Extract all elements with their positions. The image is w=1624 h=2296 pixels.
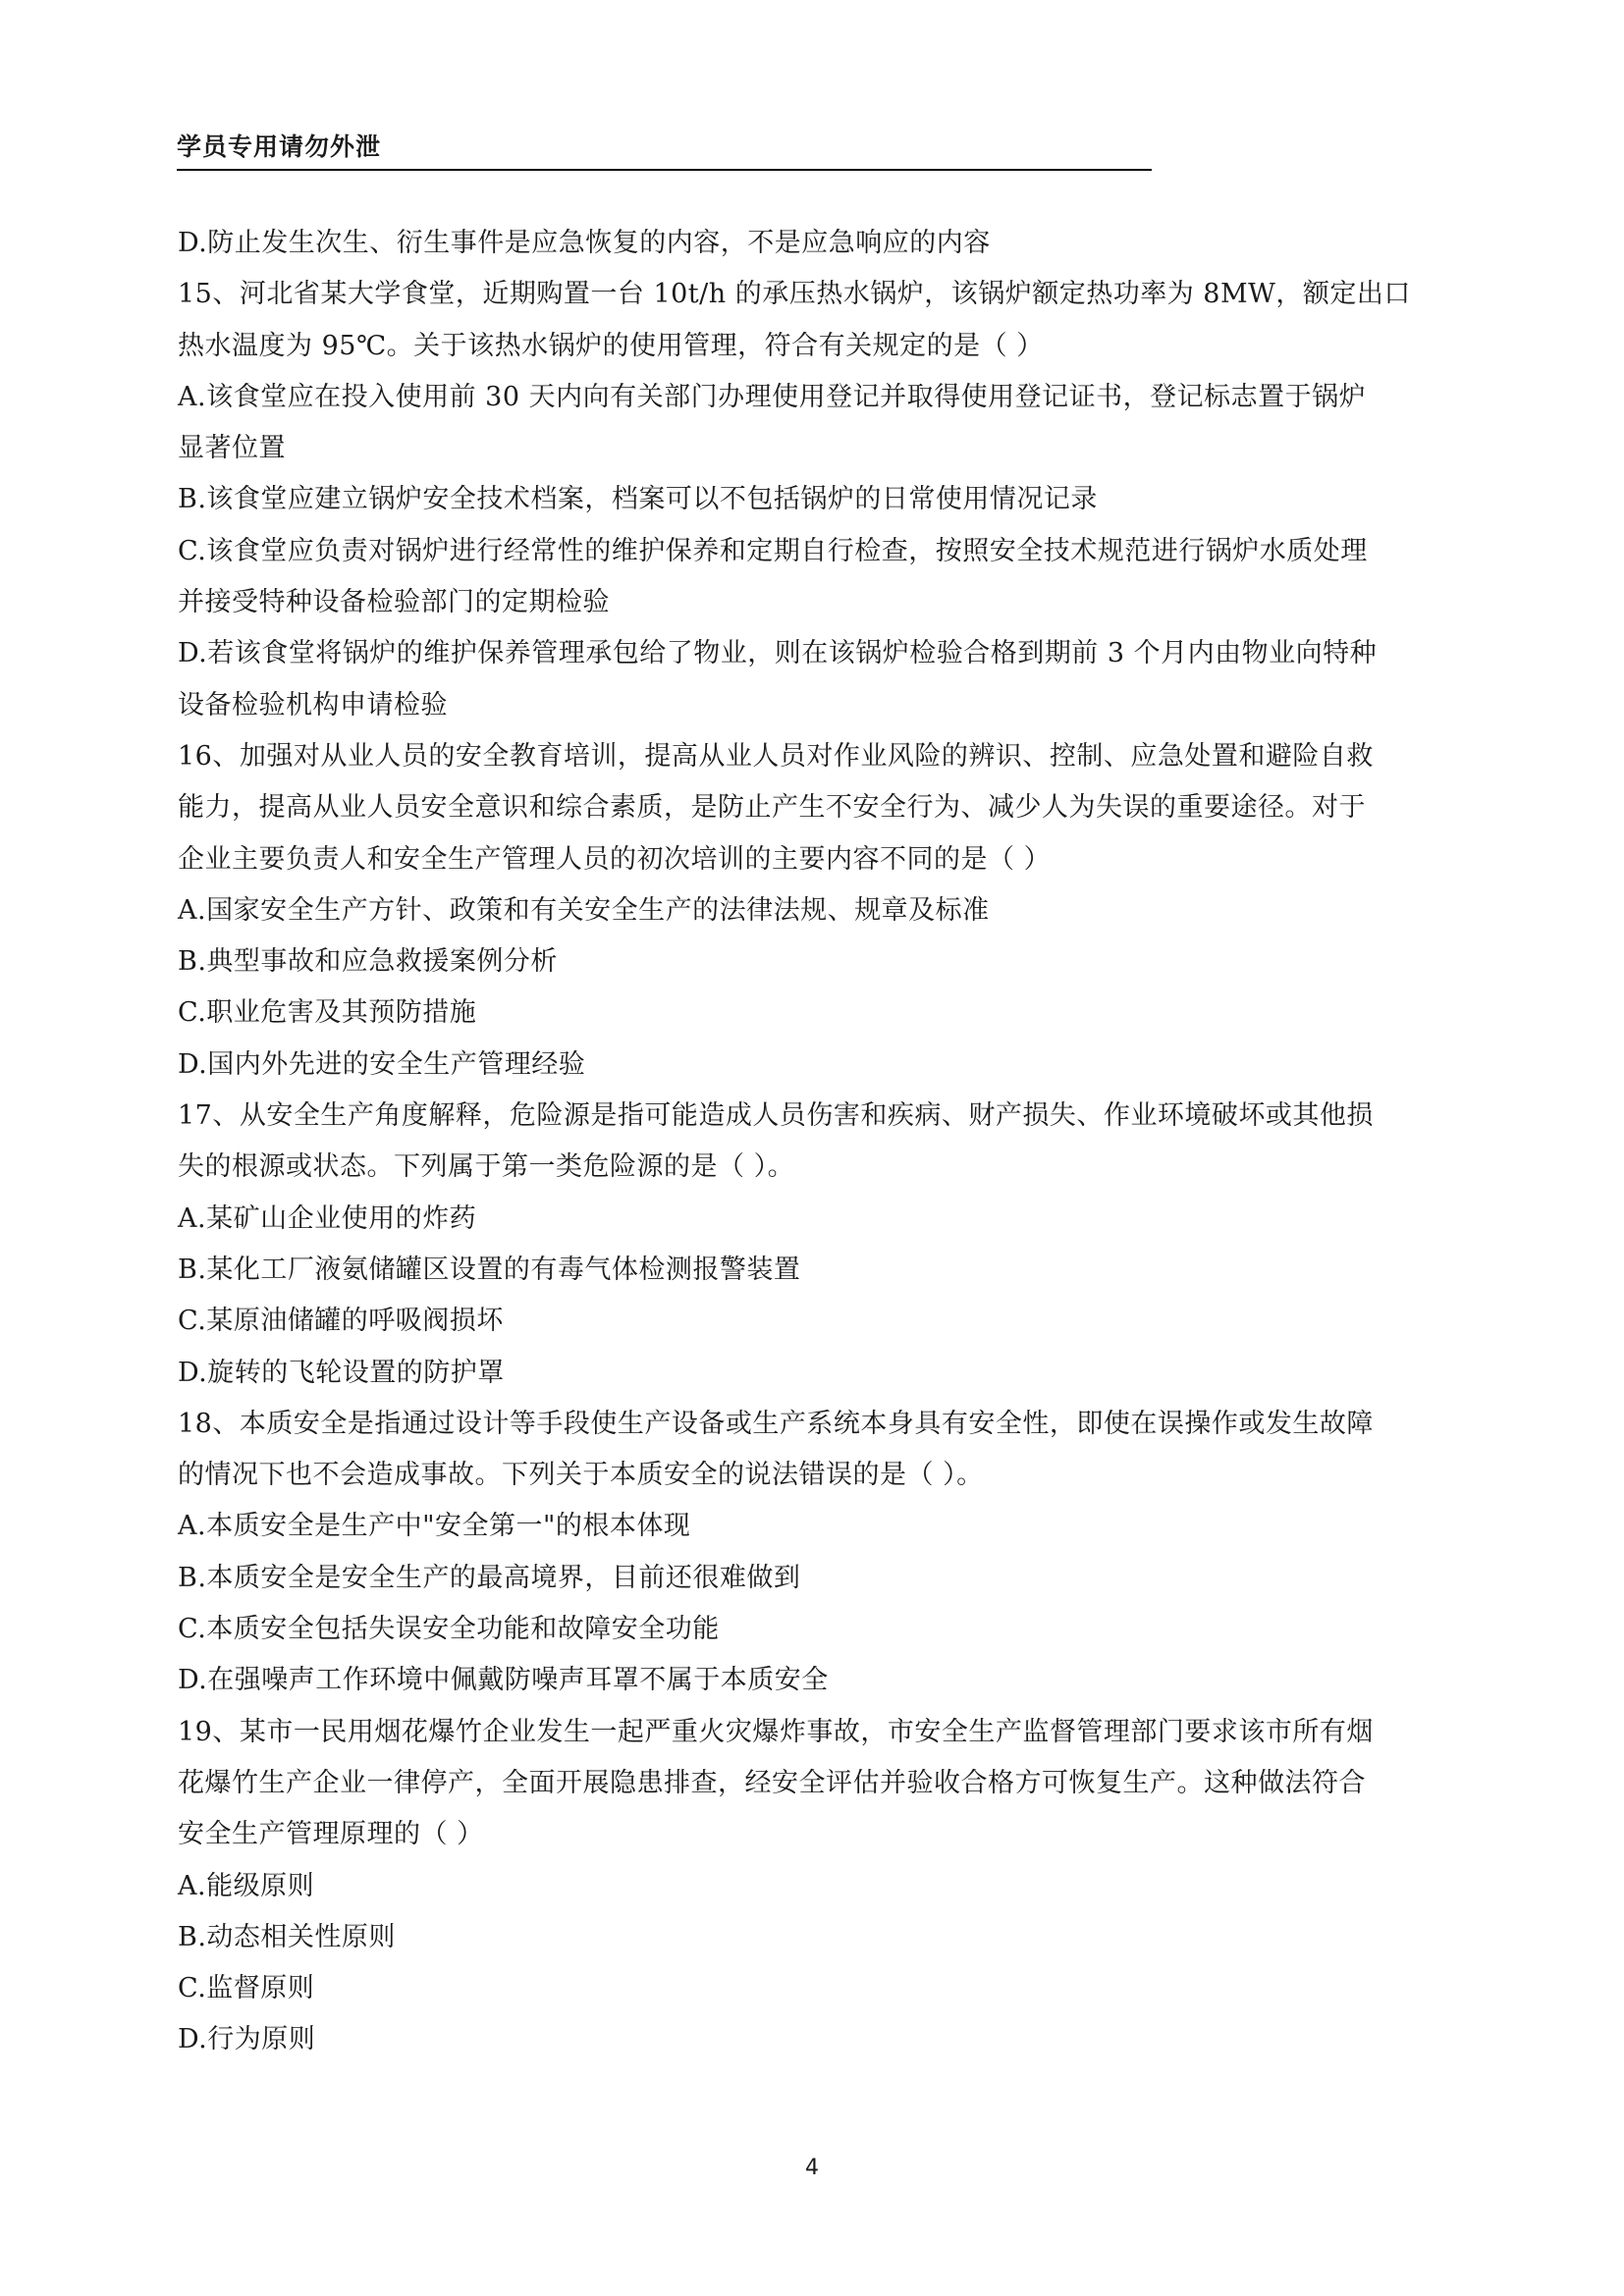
header-title: 学员专用请勿外泄	[177, 133, 382, 161]
text-line: 15、河北省某大学食堂，近期购置一台 10t/h 的承压热水锅炉，该锅炉额定热功率为 8MW，额定出口	[178, 279, 1411, 310]
text-line: 花爆竹生产企业一律停产，全面开展隐患排查，经安全评估并验收合格方可恢复生产。这种做法符合	[178, 1767, 1366, 1798]
text-line: 19、某市一民用烟花爆竹企业发生一起严重火灾爆炸事故，市安全生产监督管理部门要求该市所有烟	[178, 1716, 1374, 1747]
text-line: 17、从安全生产角度解释，危险源是指可能造成人员伤害和疾病、财产损失、作业环境破坏或其他损	[178, 1100, 1374, 1132]
text-line: 能力，提高从业人员安全意识和综合素质，是防止产生不安全行为、减少人为失误的重要途径。对于	[178, 792, 1366, 824]
text-line: D.旋转的飞轮设置的防护罩	[178, 1357, 505, 1388]
text-line: 企业主要负责人和安全生产管理人员的初次培训的主要内容不同的是（ ）	[178, 843, 1052, 875]
text-line: B.动态相关性原则	[178, 1921, 396, 1952]
text-line: 热水温度为 95℃。关于该热水锅炉的使用管理，符合有关规定的是（ ）	[178, 330, 1044, 361]
text-line: A.本质安全是生产中"安全第一"的根本体现	[178, 1511, 691, 1542]
text-line: 显著位置	[178, 433, 286, 464]
text-line: A.该食堂应在投入使用前 30 天内向有关部门办理使用登记并取得使用登记证书，登记标志置于锅炉	[178, 381, 1367, 412]
text-line: A.国家安全生产方针、政策和有关安全生产的法律法规、规章及标准	[178, 894, 990, 926]
page-header	[177, 128, 1152, 171]
text-line: 16、加强对从业人员的安全教育培训，提高从业人员对作业风险的辨识、控制、应急处置和避险自救	[178, 740, 1374, 772]
text-line: B.某化工厂液氨储罐区设置的有毒气体检测报警装置	[178, 1254, 801, 1285]
page-number: 4	[805, 2156, 819, 2180]
text-line: C.某原油储罐的呼吸阀损坏	[178, 1306, 504, 1337]
text-line: 安全生产管理原理的（ ）	[178, 1819, 484, 1850]
text-line: D.若该食堂将锅炉的维护保养管理承包给了物业，则在该锅炉检验合格到期前 3 个月内由物业向特种	[178, 638, 1378, 669]
text-line: B.典型事故和应急救援案例分析	[178, 946, 558, 978]
text-line: A.某矿山企业使用的炸药	[178, 1202, 477, 1234]
text-line: D.国内外先进的安全生产管理经验	[178, 1048, 586, 1080]
document-body	[178, 218, 1454, 2066]
text-line: D.在强噪声工作环境中佩戴防噪声耳罩不属于本质安全	[178, 1665, 829, 1696]
text-line: C.职业危害及其预防措施	[178, 997, 477, 1029]
text-line: 的情况下也不会造成事故。下列关于本质安全的说法错误的是（ ）。	[178, 1460, 984, 1491]
text-line: B.该食堂应建立锅炉安全技术档案，档案可以不包括锅炉的日常使用情况记录	[178, 484, 1098, 515]
text-line: D.防止发生次生、衍生事件是应急恢复的内容，不是应急响应的内容	[178, 228, 991, 258]
text-line: D.行为原则	[178, 2024, 316, 2056]
text-line: 设备检验机构申请检验	[178, 689, 448, 721]
text-line: 并接受特种设备检验部门的定期检验	[178, 587, 610, 618]
text-line: C.监督原则	[178, 1973, 315, 2004]
text-line: 失的根源或状态。下列属于第一类危险源的是（ ）。	[178, 1151, 795, 1183]
text-line: B.本质安全是安全生产的最高境界，目前还很难做到	[178, 1562, 801, 1593]
text-line: A.能级原则	[178, 1870, 315, 1901]
text-line: C.本质安全包括失误安全功能和故障安全功能	[178, 1614, 720, 1645]
text-line: C.该食堂应负责对锅炉进行经常性的维护保养和定期自行检查，按照安全技术规范进行锅炉水质处理	[178, 535, 1368, 566]
text-line: 18、本质安全是指通过设计等手段使生产设备或生产系统本身具有安全性，即使在误操作或发生故障	[178, 1408, 1374, 1439]
